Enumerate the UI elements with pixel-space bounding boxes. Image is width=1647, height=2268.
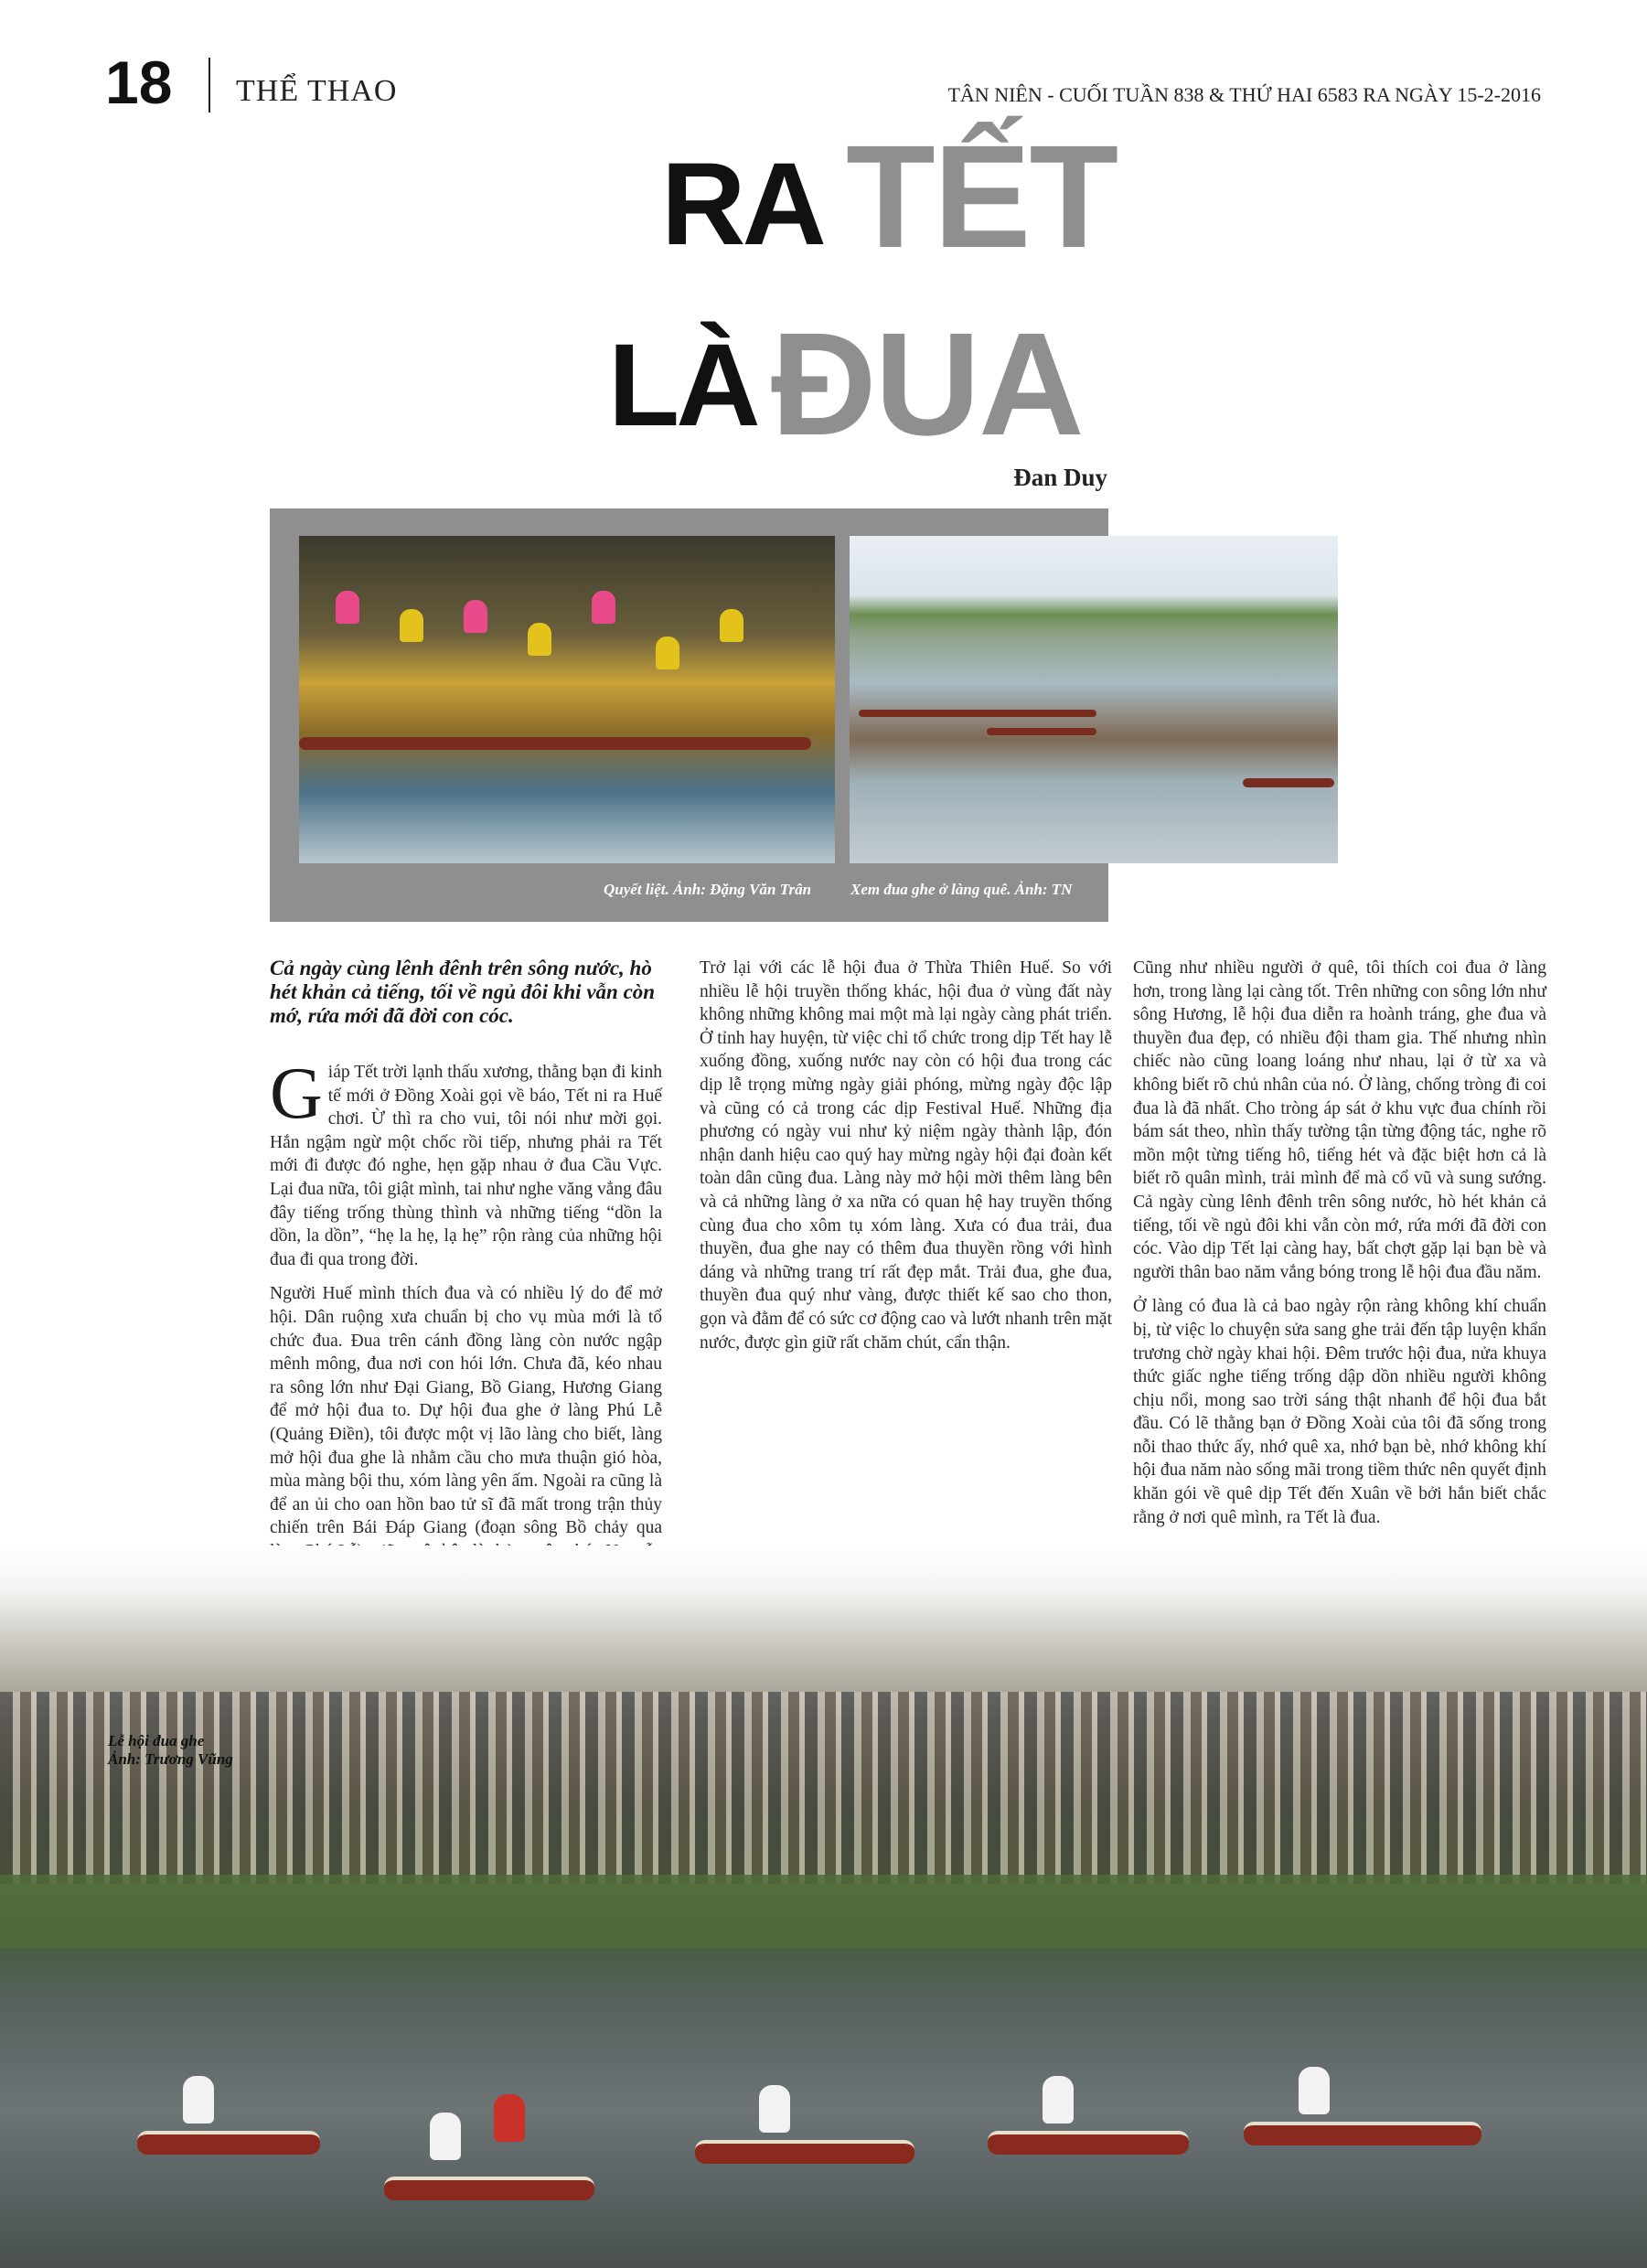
paragraph: Ở làng có đua là cả bao ngày rộn ràng không khí chuẩn bị, từ việc lo chuyện sửa sang ghe trải đến tập luyện khẩn trương chờ ngày khai hội. Đêm trước hội đua, nửa khuya thức giấc nghe tiếng trống dập dồn nhiều người không chịu nổi, mong sao trời sáng thật nhanh để hội đua bắt đầu. Có lẽ thằng bạn ở Đồng Xoài của tôi đã sống trong nỗi thao thức ấy, nhớ quê xa, nhớ bạn bè, nhớ không khí hội đua năm nào sống mãi trong tiềm thức nên quyết định khăn gói về quê dịp Tết đến Xuân về bởi hắn biết chắc rằng ở nơi quê mình, ra Tết là đua. <box>1133 1297 1546 1527</box>
boat-shape <box>1243 778 1334 787</box>
paragraph <box>270 1054 662 1271</box>
photo-village-race <box>850 536 1338 863</box>
drop-cap: G <box>270 1054 323 1134</box>
title-line2-dark: LÀ <box>608 320 757 451</box>
boat-shape <box>695 2140 914 2164</box>
boat-shape <box>1244 2122 1481 2145</box>
boat-shape <box>299 737 811 750</box>
article-title <box>604 114 1118 465</box>
photo-caption-1: Quyết liệt. Ảnh: Đặng Văn Trân <box>604 881 812 898</box>
racer-figure <box>430 2113 461 2160</box>
rower-figure <box>400 609 423 642</box>
racer-figure <box>494 2094 525 2142</box>
paragraph: Người Huế mình thích đua và có nhiều lý do để mở hội. Dân ruộng xưa chuẩn bị cho vụ mùa mới là tổ chức đua. Đua trên cánh đồng làng còn nước ngập mênh mông, đua nơi con hói lớn. Chưa đã, kéo nhau ra sông lớn như Đại Giang, Bồ Giang, Hương Giang để mở hội đua to. Dự hội đua ghe ở làng Phú Lễ (Quảng Điền), tôi được một vị lão làng cho biết, làng mở hội đua ghe là nhằm cầu cho mưa thuận gió hòa, mùa màng bội thu, xóm làng yên ấm. Ngoài ra cũng là để an ủi cho oan hồn bao tử sĩ đã mất trong trận thủy chiến trên Bái Đáp Giang (đoạn sông Bồ chảy qua <box>270 1284 662 1538</box>
paragraph: Cũng như nhiều người ở quê, tôi thích coi đua ở làng hơn, trong làng lại càng tốt. Trên những con sông lớn như sông Hương, lễ hội đua diễn ra hoành tráng, ghe đua và thuyền đua đẹp, có nhiều đội tham gia. Thế nhưng nhìn chiếc nào cũng loang loáng như nhau, lại ở từ xa và không biết rõ chủ nhân của nó. Ở làng, chống tròng đi coi đua là đã nhất. Cho tròng áp sát ở khu vực đua chính rồi bám sát theo, nhìn thấy tường tận từng động tác, nghe rõ mồn một từng tiếng hô, tiếng hét và đặc biệt hơn cả là biết rõ quân mình, trải mình để mà cổ vũ và sung sướng. Cả ngày cùng lênh đênh trên sông nước, hò hét khản cả tiếng, tối về ngủ đôi khi vẫn còn mớ, rứa mới đã đời con cóc. Vào dịp Tết lại càng hay, bất chợt gặp lại bạn bè và người thân bao năm vắng bóng trong lễ hội đua đầu năm. <box>1133 958 1546 1282</box>
photo-boat-race-crowd <box>0 1546 1647 2268</box>
caption3-line1: Lễ hội đua ghe <box>108 1732 205 1749</box>
riverbank-shape <box>0 1875 1647 1948</box>
photo-caption-2: Xem đua ghe ở làng quê. Ảnh: TN <box>850 881 1073 898</box>
rower-figure <box>592 591 615 624</box>
section-name: THỂ THAO <box>236 74 398 108</box>
photo-caption-3 <box>108 1732 233 1769</box>
rower-figure <box>528 623 551 656</box>
title-line2-gray: ĐUA <box>771 302 1083 465</box>
boat-shape <box>859 710 1096 717</box>
page-number: 18 <box>105 48 173 116</box>
racer-figure <box>183 2076 214 2124</box>
paragraph-text: iáp Tết trời lạnh thấu xương, thằng bạn đi kinh tế mới ở Đồng Xoài gọi về báo, Tết ni ra Huế chơi. Ừ thì ra cho vui, tôi nói như mời gọi. Hắn ngậm ngừ một chốc rồi tiếp, nhưng phải ra Tết mới đi được đó nghe, hẹn gặp nhau ở đua Cầu Vực. Lại đua nữa, tôi giật mình, tai như nghe văng vẳng đâu đây tiếng trống thùng thình và những tiếng “dồn la dồn, la dồn”, “hẹ la hẹ, lạ hẹ” rộn ràng của những hội đua đi qua trong đời. <box>270 1063 662 1269</box>
rower-figure <box>336 591 359 624</box>
issue-info: TÂN NIÊN - CUỐI TUẦN 838 & THỨ HAI 6583 RA NGÀY 15-2-2016 <box>947 83 1541 106</box>
paragraph: Trở lại với các lễ hội đua ở Thừa Thiên Huế. So với nhiều lễ hội truyền thống khác, hội đua ở vùng đất này không những không mai một mà lại ngày càng phát triển. Ở tỉnh hay huyện, từ việc chỉ tổ chức trong dịp Tết hay lễ xuống đồng, xuống nước nay còn có hội đua trong các dịp lễ trọng mừng ngày giải phóng, mừng ngày độc lập và cũng có cả trong các dịp Festival Huế. Những địa phương có ngày vui như kỷ niệm ngày thành lập, đón nhận danh hiệu cao quý hay mừng ngày hội đại đoàn kết toàn dân cũng đua. Làng này mở hội mời thêm làng bên và cả những làng ở xa nữa có quan hệ hay truyền thống cùng đua cho xôm tụ xóm làng. Xưa có đua trải, đua thuyền, đua ghe nay có thêm đua thuyền rồng với hình dáng và những trang trí rất đẹp mắt. Trải đua, ghe đua, thuyền đua quý như vàng, được thiết kế sao cho thon, gọn và đằm để có sức cơ động cao và lướt nhanh trên mặt nước, được gìn giữ rất chăm chút, cẩn thận. <box>700 958 1112 1353</box>
boat-shape <box>137 2131 320 2155</box>
boat-shape <box>988 2131 1189 2155</box>
caption3-line2: Ảnh: Trương Vũng <box>108 1750 233 1768</box>
page-header <box>105 50 1541 114</box>
article-column-2 <box>700 957 1112 1365</box>
title-line1-gray: TẾT <box>846 114 1118 278</box>
photo-rowing-race <box>299 536 835 863</box>
article-lead: Cả ngày cùng lênh đênh trên sông nước, hò hét khản cả tiếng, tối về ngủ đôi khi vẫn còn mớ, rứa mới đã đời con cóc. <box>270 957 656 1027</box>
crowd-shape <box>0 1692 1647 1884</box>
article-column-3 <box>1133 957 1546 1540</box>
rower-figure <box>720 609 743 642</box>
header-divider <box>209 58 210 112</box>
boat-shape <box>384 2177 594 2200</box>
title-line1-dark: RA <box>661 139 823 270</box>
rower-figure <box>464 600 487 633</box>
racer-figure <box>1299 2067 1330 2114</box>
racer-figure <box>759 2085 790 2133</box>
rower-figure <box>656 637 679 669</box>
racer-figure <box>1043 2076 1074 2124</box>
boat-shape <box>987 728 1096 735</box>
article-author: Đan Duy <box>1013 464 1107 491</box>
